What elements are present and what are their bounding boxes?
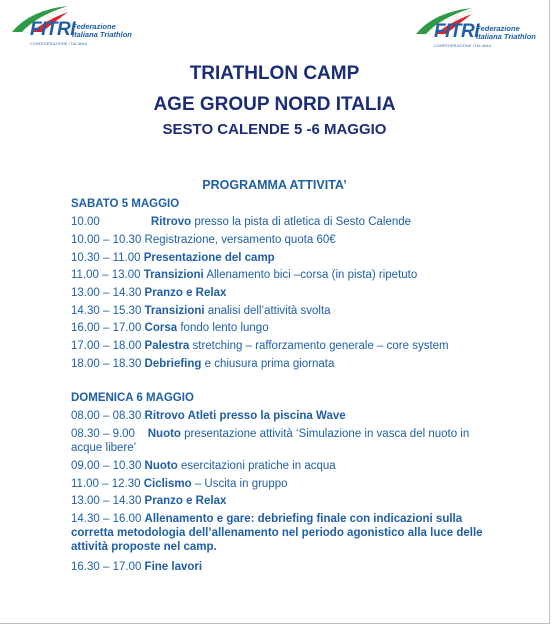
day-heading-saturday: SABATO 5 MAGGIO — [71, 198, 180, 210]
schedule-item: 08.30 – 9.00 Nuoto presentazione attività ‘Simulazione in vasca del nuoto in acque libere’ — [71, 428, 470, 454]
logo-brand: FITRI — [30, 19, 75, 40]
event-location-date: SESTO CALENDE 5 -6 MAGGIO — [162, 121, 387, 138]
schedule-item: 14.30 – 16.00 Allenamento e gare: debriefing finale con indicazioni sulla corretta metodologia dell’allenamento nel periodo agonistico alla luce delle attività proposte nel camp. — [71, 513, 483, 553]
logo-federation: Federazione Italiana Triathlon — [72, 22, 132, 39]
schedule-item: 16.30 – 17.00 Fine lavori — [71, 561, 203, 573]
schedule-item: 17.00 – 18.00 Palestra stretching – rafforzamento generale – core system — [71, 340, 449, 352]
schedule-item: 11.00 – 13.00 Transizioni Allenamento bici –corsa (in pista) ripetuto — [71, 269, 418, 281]
logo-federation: Federazione Italiana Triathlon — [476, 24, 536, 41]
schedule-item: 10.00 Ritrovo presso la pista di atletica di Sesto Calende — [71, 216, 412, 228]
schedule-item: 18.00 – 18.30 Debriefing e chiusura prima giornata — [71, 358, 335, 370]
page-subtitle: AGE GROUP NORD ITALIA — [153, 94, 396, 115]
day-heading-sunday: DOMENICA 6 MAGGIO — [71, 392, 194, 404]
schedule-item: 13.00 – 14.30 Pranzo e Relax — [71, 495, 227, 507]
fitri-logo — [414, 6, 544, 48]
logo-brand: FITRI — [434, 21, 479, 42]
schedule-item: 11.00 – 12.30 Ciclismo – Uscita in gruppo — [71, 478, 288, 490]
schedule-item: 14.30 – 15.30 Transizioni analisi dell’attività svolta — [71, 305, 331, 317]
schedule-item: 10.00 – 10.30 Registrazione, versamento quota 60€ — [71, 234, 336, 246]
schedule-item: 08.00 – 08.30 Ritrovo Atleti presso la piscina Wave — [71, 410, 346, 422]
fitri-logo — [10, 4, 140, 46]
page-title: TRIATHLON CAMP — [189, 63, 360, 84]
schedule-item: 10.30 – 11.00 Presentazione del camp — [71, 252, 275, 264]
schedule-item: 09.00 – 10.30 Nuoto esercitazioni pratiche in acqua — [71, 460, 336, 472]
program-title: PROGRAMMA ATTIVITA’ — [202, 178, 347, 192]
logo-tagline: CONFEDERAZIONE ITALIANA — [434, 44, 492, 48]
schedule-item: 16.00 – 17.00 Corsa fondo lento lungo — [71, 322, 269, 334]
schedule-item: 13.00 – 14.30 Pranzo e Relax — [71, 287, 227, 299]
logo-tagline: CONFEDERAZIONE ITALIANA — [30, 42, 88, 46]
